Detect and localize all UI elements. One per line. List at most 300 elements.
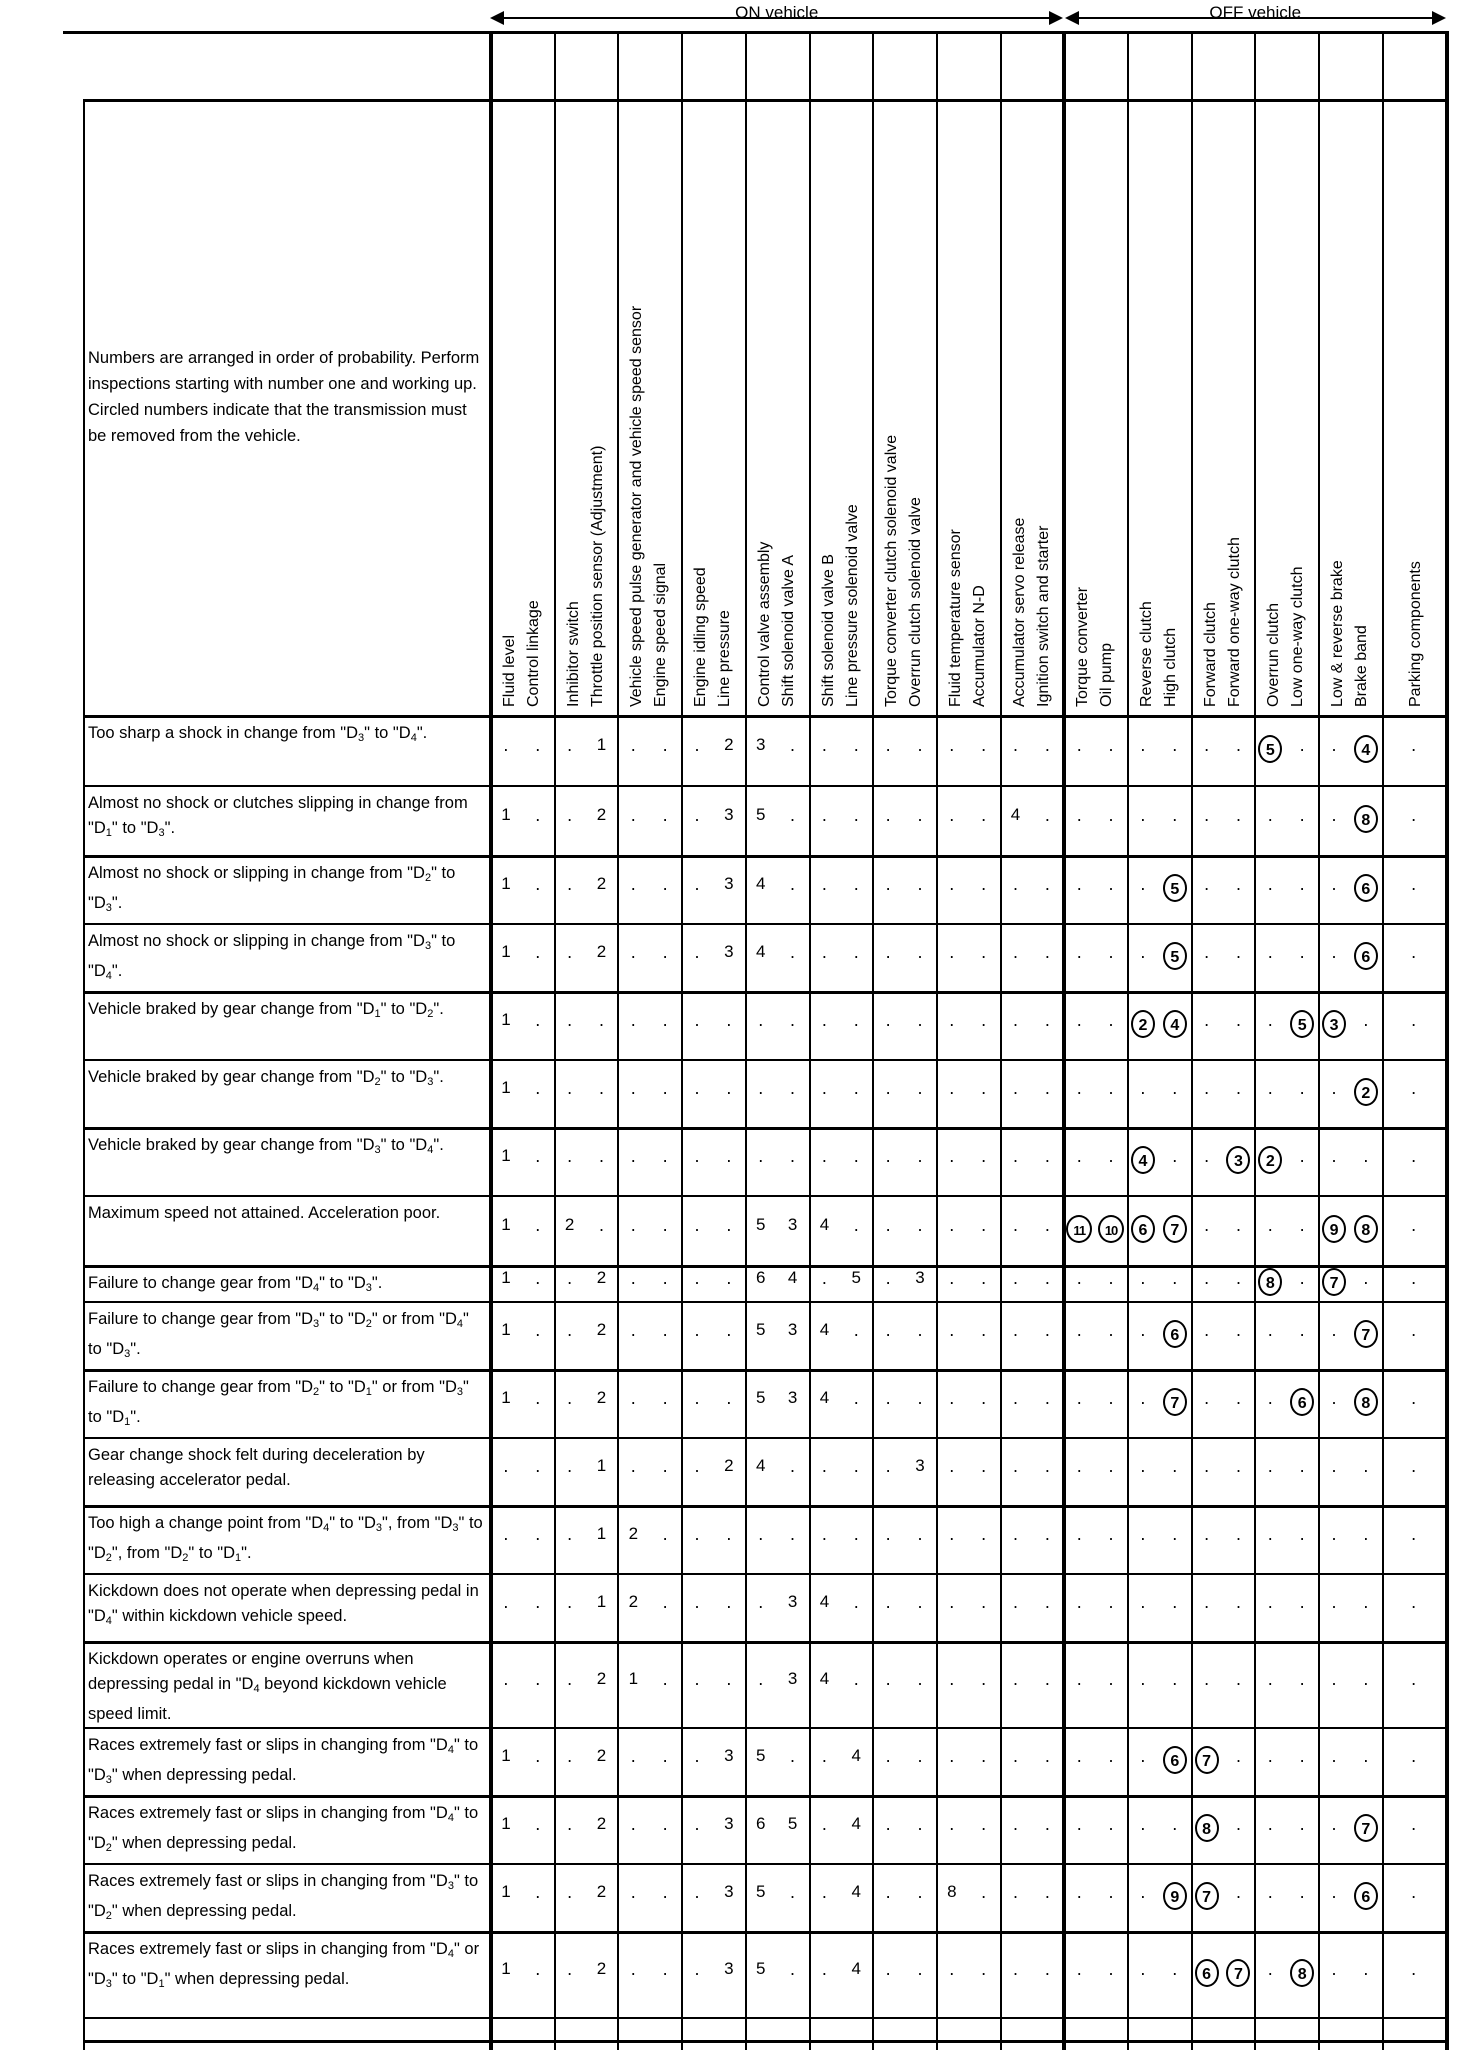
off-vehicle-cell xyxy=(1063,805,1095,826)
off-vehicle-cell xyxy=(1318,874,1350,895)
on-vehicle-cell xyxy=(681,1524,713,1545)
on-vehicle-cell xyxy=(936,1814,968,1835)
not-applicable-dot: . xyxy=(630,1746,636,1766)
not-applicable-dot: . xyxy=(662,805,668,825)
on-vehicle-cell xyxy=(840,942,872,963)
priority-number: 3 xyxy=(755,735,766,754)
on-vehicle-cell xyxy=(649,1010,681,1031)
not-applicable-dot: . xyxy=(1204,1388,1210,1408)
subscript: 3 xyxy=(105,902,112,914)
off-vehicle-cell xyxy=(1382,1524,1446,1545)
on-vehicle-cell xyxy=(649,1078,681,1099)
on-vehicle-cell xyxy=(745,1592,777,1613)
row-divider xyxy=(83,2017,1446,2019)
not-applicable-dot: . xyxy=(1204,1592,1210,1612)
on-vehicle-cell xyxy=(777,1078,809,1099)
column-header-label: Overrun clutch xyxy=(1265,602,1283,707)
off-vehicle-cell xyxy=(1159,1456,1191,1477)
symptom-label: Vehicle braked by gear change from "$D_2$" to "$D_3$". xyxy=(88,1068,444,1088)
on-vehicle-cell xyxy=(1031,942,1063,963)
not-applicable-dot: . xyxy=(1108,1959,1114,1979)
circled-number: 2 xyxy=(1354,1078,1378,1106)
on-vehicle-cell xyxy=(840,1388,872,1409)
symptom-label: Maximum speed not attained. Acceleration poor. xyxy=(88,1204,441,1222)
symptom-label: Gear change shock felt during deceleration by releasing accelerator pedal. xyxy=(88,1446,425,1489)
not-applicable-dot: . xyxy=(917,1146,923,1166)
off-vehicle-cell xyxy=(1223,1669,1255,1690)
on-vehicle-cell xyxy=(681,1078,713,1099)
on-vehicle-cell xyxy=(1031,1388,1063,1409)
subscript: 3 xyxy=(375,1522,382,1534)
on-vehicle-cell xyxy=(904,1746,936,1767)
off-vehicle-cell xyxy=(1382,1456,1446,1477)
not-applicable-dot: . xyxy=(1013,1524,1019,1544)
not-applicable-dot: . xyxy=(630,1959,636,1979)
off-vehicle-cell xyxy=(1318,1456,1350,1477)
on-vehicle-cell xyxy=(1000,805,1032,825)
not-applicable-dot: . xyxy=(1331,1388,1337,1408)
circled-number: 6 xyxy=(1163,1320,1187,1348)
off-vehicle-cell xyxy=(1063,1592,1095,1613)
not-applicable-dot: . xyxy=(694,1524,700,1544)
not-applicable-dot: . xyxy=(949,942,955,962)
symptom-label: Almost no shock or slipping in change from "$D_3$" to "$D_4$". xyxy=(88,932,456,982)
not-applicable-dot: . xyxy=(981,1524,987,1544)
not-applicable-dot: . xyxy=(567,805,573,825)
on-vehicle-cell xyxy=(1000,1146,1032,1167)
off-vehicle-cell xyxy=(1382,1388,1446,1409)
on-vehicle-cell xyxy=(554,1320,586,1341)
not-applicable-dot: . xyxy=(535,1746,541,1766)
not-applicable-dot: . xyxy=(662,1882,668,1902)
not-applicable-dot: . xyxy=(790,1746,796,1766)
on-vehicle-cell xyxy=(617,1456,649,1477)
not-applicable-dot: . xyxy=(885,1882,891,1902)
not-applicable-dot: . xyxy=(1013,1268,1019,1288)
not-applicable-dot: . xyxy=(1204,805,1210,825)
not-applicable-dot: . xyxy=(1299,1268,1305,1288)
priority-number: 1 xyxy=(596,1524,607,1543)
not-applicable-dot: . xyxy=(1172,1078,1178,1098)
priority-number: 4 xyxy=(819,1388,830,1407)
circled-number: 5 xyxy=(1163,942,1187,970)
not-applicable-dot: . xyxy=(1235,1320,1241,1340)
on-vehicle-cell xyxy=(522,1592,554,1613)
not-applicable-dot: . xyxy=(630,1882,636,1902)
subscript: 3 xyxy=(424,940,432,952)
off-vehicle-cell xyxy=(1254,1456,1286,1477)
not-applicable-dot: . xyxy=(662,1146,668,1166)
not-applicable-dot: . xyxy=(1299,735,1305,755)
on-vehicle-cell xyxy=(840,1146,872,1167)
not-applicable-dot: . xyxy=(662,1524,668,1544)
on-vehicle-cell xyxy=(713,805,745,825)
subscript: 2 xyxy=(374,1076,381,1088)
on-vehicle-cell xyxy=(713,1320,745,1341)
symptom-label: Vehicle braked by gear change from "$D_3$" to "$D_4$". xyxy=(88,1136,444,1156)
not-applicable-dot: . xyxy=(598,1078,604,1098)
not-applicable-dot: . xyxy=(790,1959,796,1979)
off-vehicle-cell xyxy=(1286,1669,1318,1690)
on-vehicle-cell xyxy=(936,1524,968,1545)
on-vehicle-cell xyxy=(586,1882,618,1902)
circled-number: 7 xyxy=(1195,1746,1219,1774)
off-vehicle-cell xyxy=(1286,1215,1318,1236)
not-applicable-dot: . xyxy=(567,1882,573,1902)
on-vehicle-cell xyxy=(649,1456,681,1477)
not-applicable-dot: . xyxy=(821,942,827,962)
not-applicable-dot: . xyxy=(1044,1146,1050,1166)
off-vehicle-cell xyxy=(1127,1320,1159,1341)
off-vehicle-cell xyxy=(1191,1882,1223,1910)
not-applicable-dot: . xyxy=(821,1146,827,1166)
not-applicable-dot: . xyxy=(694,1882,700,1902)
off-vehicle-cell xyxy=(1223,1456,1255,1477)
on-vehicle-cell xyxy=(681,1669,713,1690)
not-applicable-dot: . xyxy=(1013,1746,1019,1766)
not-applicable-dot: . xyxy=(853,805,859,825)
priority-number: 4 xyxy=(819,1592,830,1611)
off-vehicle-cell xyxy=(1223,874,1255,895)
column-divider xyxy=(1191,31,1193,2050)
off-vehicle-cell xyxy=(1223,942,1255,963)
off-vehicle-cell xyxy=(1127,1592,1159,1613)
on-vehicle-cell xyxy=(1031,735,1063,756)
off-vehicle-cell xyxy=(1159,1882,1191,1910)
not-applicable-dot: . xyxy=(1108,1146,1114,1166)
not-applicable-dot: . xyxy=(917,1882,923,1902)
off-vehicle-cell xyxy=(1223,1814,1255,1835)
priority-number: 2 xyxy=(628,1592,639,1611)
not-applicable-dot: . xyxy=(1108,1592,1114,1612)
on-vehicle-cell xyxy=(713,1669,745,1690)
column-header-label: Fluid temperature sensor xyxy=(946,529,964,707)
not-applicable-dot: . xyxy=(981,1456,987,1476)
not-applicable-dot: . xyxy=(1331,1320,1337,1340)
off-vehicle-cell xyxy=(1159,874,1191,902)
on-vehicle-cell xyxy=(777,1669,809,1689)
on-vehicle-cell xyxy=(681,1146,713,1167)
off-vehicle-cell xyxy=(1095,1669,1127,1690)
not-applicable-dot: . xyxy=(981,1215,987,1235)
on-vehicle-cell xyxy=(745,1959,777,1979)
subscript: 4 xyxy=(253,1683,260,1695)
not-applicable-dot: . xyxy=(1235,942,1241,962)
off-vehicle-cell xyxy=(1127,1746,1159,1767)
off-vehicle-cell xyxy=(1318,805,1350,826)
on-vehicle-cell xyxy=(586,1010,618,1031)
on-vehicle-cell xyxy=(1000,1669,1032,1690)
priority-number: 6 xyxy=(755,1814,766,1833)
row-divider xyxy=(83,1437,1446,1439)
not-applicable-dot: . xyxy=(1411,1524,1417,1544)
priority-number: 8 xyxy=(947,1882,957,1901)
off-vehicle-cell xyxy=(1095,1320,1127,1341)
on-vehicle-cell xyxy=(840,1456,872,1477)
priority-number: 1 xyxy=(501,1010,511,1029)
not-applicable-dot: . xyxy=(790,1456,796,1476)
on-vehicle-cell xyxy=(681,805,713,826)
off-vehicle-cell xyxy=(1254,1320,1286,1341)
circled-number: 8 xyxy=(1290,1959,1314,1987)
on-vehicle-cell xyxy=(777,1010,809,1031)
off-vehicle-cell xyxy=(1159,1746,1191,1774)
not-applicable-dot: . xyxy=(917,1814,923,1834)
not-applicable-dot: . xyxy=(1411,1146,1417,1166)
off-vehicle-cell xyxy=(1254,1959,1286,1980)
priority-number: 2 xyxy=(596,1814,607,1833)
on-vehicle-cell xyxy=(872,735,904,756)
off-vehicle-cell xyxy=(1223,1010,1255,1031)
not-applicable-dot: . xyxy=(885,1010,891,1030)
not-applicable-dot: . xyxy=(630,735,636,755)
on-vehicle-cell xyxy=(490,1078,522,1098)
on-vehicle-cell xyxy=(745,1215,777,1235)
on-vehicle-cell xyxy=(522,1268,554,1289)
priority-number: 1 xyxy=(501,1146,511,1165)
off-vehicle-cell xyxy=(1127,1456,1159,1477)
off-vehicle-cell xyxy=(1254,1078,1286,1099)
on-vehicle-cell xyxy=(649,1268,681,1289)
on-vehicle-cell xyxy=(840,1669,872,1690)
not-applicable-dot: . xyxy=(885,1456,891,1476)
priority-number: 1 xyxy=(501,1268,511,1287)
off-vehicle-cell xyxy=(1127,1669,1159,1690)
not-applicable-dot: . xyxy=(790,1146,796,1166)
row-divider xyxy=(83,1641,1446,1644)
on-vehicle-cell xyxy=(586,1592,618,1612)
not-applicable-dot: . xyxy=(917,735,923,755)
on-vehicle-cell xyxy=(840,1320,872,1341)
not-applicable-dot: . xyxy=(1411,942,1417,962)
not-applicable-dot: . xyxy=(1076,1882,1082,1902)
circled-number: 9 xyxy=(1322,1215,1346,1243)
not-applicable-dot: . xyxy=(1044,1746,1050,1766)
not-applicable-dot: . xyxy=(821,735,827,755)
on-vehicle-cell xyxy=(586,805,618,825)
on-vehicle-cell xyxy=(968,942,1000,963)
row-divider xyxy=(83,1727,1446,1729)
on-vehicle-cell xyxy=(490,1268,522,1288)
priority-number: 2 xyxy=(596,1882,607,1901)
on-vehicle-cell xyxy=(617,1814,649,1835)
not-applicable-dot: . xyxy=(503,1524,509,1544)
not-applicable-dot: . xyxy=(981,1669,987,1689)
not-applicable-dot: . xyxy=(694,1146,700,1166)
on-vehicle-cell xyxy=(554,1215,586,1235)
on-vehicle-cell xyxy=(554,1882,586,1903)
not-applicable-dot: . xyxy=(567,1959,573,1979)
off-vehicle-cell xyxy=(1127,1268,1159,1289)
not-applicable-dot: . xyxy=(885,1592,891,1612)
off-vehicle-cell xyxy=(1286,942,1318,963)
not-applicable-dot: . xyxy=(1140,1388,1146,1408)
not-applicable-dot: . xyxy=(853,874,859,894)
priority-number: 5 xyxy=(755,1959,766,1978)
on-vehicle-cell xyxy=(1031,1320,1063,1341)
not-applicable-dot: . xyxy=(1108,735,1114,755)
not-applicable-dot: . xyxy=(1172,1524,1178,1544)
circled-number: 7 xyxy=(1163,1215,1187,1243)
column-header-label: Shift solenoid valve B xyxy=(819,554,837,707)
circled-number: 4 xyxy=(1131,1146,1155,1174)
on-vehicle-cell xyxy=(936,1388,968,1409)
priority-number: 2 xyxy=(628,1524,639,1543)
not-applicable-dot: . xyxy=(1331,1746,1337,1766)
off-vehicle-cell xyxy=(1127,1882,1159,1903)
not-applicable-dot: . xyxy=(981,942,987,962)
on-vehicle-cell xyxy=(617,1320,649,1341)
not-applicable-dot: . xyxy=(1204,1456,1210,1476)
not-applicable-dot: . xyxy=(1108,1010,1114,1030)
on-vehicle-cell xyxy=(1000,1524,1032,1545)
on-vehicle-cell xyxy=(522,805,554,826)
on-vehicle-cell xyxy=(809,735,841,756)
priority-number: 3 xyxy=(787,1592,798,1611)
not-applicable-dot: . xyxy=(535,1388,541,1408)
on-vehicle-cell xyxy=(1031,1146,1063,1167)
not-applicable-dot: . xyxy=(1108,1669,1114,1689)
column-header-label: Vehicle speed pulse generator and vehicle speed sensor xyxy=(628,305,646,707)
priority-number: 4 xyxy=(755,874,766,893)
off-vehicle-cell xyxy=(1063,874,1095,895)
on-vehicle-cell xyxy=(840,1078,872,1099)
not-applicable-dot: . xyxy=(1363,1669,1369,1689)
not-applicable-dot: . xyxy=(1140,735,1146,755)
priority-number: 1 xyxy=(501,1959,511,1978)
circled-number: 4 xyxy=(1354,735,1378,763)
row-divider xyxy=(83,1195,1446,1197)
not-applicable-dot: . xyxy=(1331,1078,1337,1098)
not-applicable-dot: . xyxy=(949,1268,955,1288)
not-applicable-dot: . xyxy=(1108,805,1114,825)
not-applicable-dot: . xyxy=(1076,1320,1082,1340)
off-vehicle-cell xyxy=(1382,1592,1446,1613)
off-vehicle-cell xyxy=(1318,1959,1350,1980)
not-applicable-dot: . xyxy=(1013,1456,1019,1476)
not-applicable-dot: . xyxy=(1108,942,1114,962)
not-applicable-dot: . xyxy=(853,1010,859,1030)
on-vehicle-cell xyxy=(777,942,809,963)
on-vehicle-cell xyxy=(968,1814,1000,1835)
on-vehicle-cell xyxy=(904,874,936,895)
off-vehicle-cell xyxy=(1350,1882,1382,1910)
on-vehicle-cell xyxy=(936,1882,968,1902)
on-vehicle-cell xyxy=(617,1078,649,1099)
off-vehicle-cell xyxy=(1382,1010,1446,1031)
not-applicable-dot: . xyxy=(1331,1959,1337,1979)
off-vehicle-cell xyxy=(1159,1814,1191,1835)
not-applicable-dot: . xyxy=(1411,1814,1417,1834)
column-divider xyxy=(1254,31,1256,2050)
off-vehicle-cell xyxy=(1350,1215,1382,1243)
on-vehicle-cell xyxy=(968,1268,1000,1289)
not-applicable-dot: . xyxy=(1140,1078,1146,1098)
off-vehicle-cell xyxy=(1191,1010,1223,1031)
priority-number: 3 xyxy=(724,874,734,893)
column-header-label: Line pressure xyxy=(716,610,734,707)
priority-number: 5 xyxy=(787,1814,798,1833)
priority-number: 3 xyxy=(724,1882,734,1901)
on-vehicle-cell xyxy=(840,874,872,895)
not-applicable-dot: . xyxy=(1108,1388,1114,1408)
not-applicable-dot: . xyxy=(1204,1146,1210,1166)
priority-number: 1 xyxy=(501,1882,511,1901)
not-applicable-dot: . xyxy=(694,1320,700,1340)
on-vehicle-band-label: ON vehicle xyxy=(735,3,819,22)
priority-number: 3 xyxy=(787,1669,798,1688)
off-vehicle-cell xyxy=(1191,1268,1223,1289)
off-vehicle-cell xyxy=(1063,1320,1095,1341)
not-applicable-dot: . xyxy=(1044,735,1050,755)
on-vehicle-cell xyxy=(522,1746,554,1767)
not-applicable-dot: . xyxy=(567,735,573,755)
not-applicable-dot: . xyxy=(1013,1959,1019,1979)
on-vehicle-cell xyxy=(840,1959,872,1979)
not-applicable-dot: . xyxy=(885,1215,891,1235)
not-applicable-dot: . xyxy=(949,1669,955,1689)
on-vehicle-cell xyxy=(649,1814,681,1835)
off-vehicle-cell xyxy=(1382,805,1446,826)
off-vehicle-cell xyxy=(1286,735,1318,756)
not-applicable-dot: . xyxy=(1013,735,1019,755)
priority-number: 1 xyxy=(501,1814,511,1833)
on-vehicle-cell xyxy=(617,1388,649,1409)
not-applicable-dot: . xyxy=(1044,1669,1050,1689)
off-vehicle-cell xyxy=(1254,1010,1286,1031)
circled-number: 7 xyxy=(1195,1882,1219,1910)
off-vehicle-cell xyxy=(1382,942,1446,963)
on-vehicle-cell xyxy=(872,1746,904,1767)
subscript: 4 xyxy=(323,1522,330,1534)
off-vehicle-cell xyxy=(1223,1592,1255,1613)
not-applicable-dot: . xyxy=(1108,1814,1114,1834)
circled-number: 8 xyxy=(1354,805,1378,833)
on-vehicle-cell xyxy=(809,1746,841,1767)
on-vehicle-cell xyxy=(968,1456,1000,1477)
column-header-label: Oil pump xyxy=(1098,642,1116,707)
not-applicable-dot: . xyxy=(1363,1456,1369,1476)
on-vehicle-cell xyxy=(586,1814,618,1834)
not-applicable-dot: . xyxy=(1204,1010,1210,1030)
column-header-label: Torque converter xyxy=(1074,586,1092,707)
symptom-label: Kickdown operates or engine overruns when depressing pedal in "$D_4$ beyond kickdown vehicle speed limit. xyxy=(88,1650,447,1723)
not-applicable-dot: . xyxy=(1108,1746,1114,1766)
not-applicable-dot: . xyxy=(662,735,668,755)
on-vehicle-cell xyxy=(713,1882,745,1902)
on-vehicle-cell xyxy=(522,1146,554,1167)
circled-number: 6 xyxy=(1354,1882,1378,1910)
subscript: 3 xyxy=(124,1348,131,1360)
off-vehicle-cell xyxy=(1159,1320,1191,1348)
on-vehicle-cell xyxy=(586,874,618,894)
on-vehicle-cell xyxy=(968,805,1000,826)
on-vehicle-cell xyxy=(1000,1320,1032,1341)
not-applicable-dot: . xyxy=(917,1320,923,1340)
not-applicable-dot: . xyxy=(726,1320,732,1340)
off-vehicle-cell xyxy=(1286,1268,1318,1289)
not-applicable-dot: . xyxy=(1076,1456,1082,1476)
on-vehicle-cell xyxy=(522,1320,554,1341)
on-vehicle-cell xyxy=(490,1215,522,1235)
not-applicable-dot: . xyxy=(1299,1882,1305,1902)
not-applicable-dot: . xyxy=(694,1592,700,1612)
not-applicable-dot: . xyxy=(1044,874,1050,894)
not-applicable-dot: . xyxy=(1331,942,1337,962)
on-vehicle-cell xyxy=(586,1215,618,1236)
subscript: 3 xyxy=(447,1880,454,1892)
not-applicable-dot: . xyxy=(1140,1524,1146,1544)
